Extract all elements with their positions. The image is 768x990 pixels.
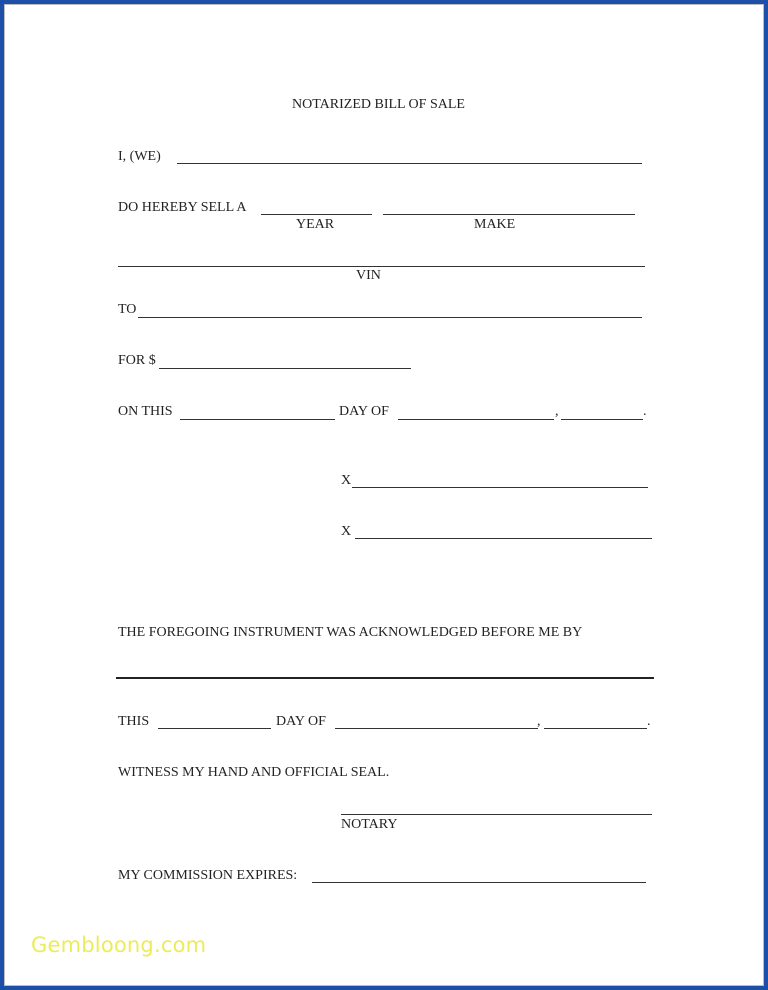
- acknowledgment-text: THE FOREGOING INSTRUMENT WAS ACKNOWLEDGED BEFORE ME BY: [118, 625, 583, 640]
- sale-month-field[interactable]: [398, 419, 554, 420]
- notary-label: NOTARY: [341, 817, 398, 832]
- notary-year-field[interactable]: [544, 728, 647, 729]
- this-label: THIS: [118, 714, 150, 729]
- sale-day-field[interactable]: [180, 419, 335, 420]
- signature-mark-2: X: [341, 524, 352, 539]
- signature-mark-1: X: [341, 473, 352, 488]
- day-of-label: DAY OF: [339, 404, 389, 419]
- comma-2: ,: [537, 714, 541, 729]
- seller-name-field[interactable]: [177, 163, 642, 164]
- to-label: TO: [118, 302, 137, 317]
- for-label: FOR $: [118, 353, 156, 368]
- commission-label: MY COMMISSION EXPIRES:: [118, 868, 298, 883]
- make-label: MAKE: [474, 217, 516, 232]
- vin-field[interactable]: [118, 266, 645, 267]
- document-title: NOTARIZED BILL OF SALE: [292, 97, 465, 112]
- watermark-text: Gembloong.com: [31, 933, 207, 957]
- seller-signature-line-1[interactable]: [352, 487, 648, 488]
- period-2: .: [647, 714, 651, 729]
- notary-month-field[interactable]: [335, 728, 538, 729]
- sell-label: DO HEREBY SELL A: [118, 200, 247, 215]
- year-field[interactable]: [261, 214, 372, 215]
- seller-signature-line-2[interactable]: [355, 538, 652, 539]
- document-page: [4, 4, 764, 986]
- price-field[interactable]: [159, 368, 411, 369]
- acknowledged-by-field[interactable]: [116, 677, 654, 679]
- period: .: [643, 404, 647, 419]
- day-of-label-2: DAY OF: [276, 714, 326, 729]
- notary-signature-line[interactable]: [341, 814, 652, 815]
- on-this-label: ON THIS: [118, 404, 173, 419]
- comma: ,: [555, 404, 559, 419]
- vin-label: VIN: [356, 268, 381, 283]
- make-field[interactable]: [383, 214, 635, 215]
- commission-expiry-field[interactable]: [312, 882, 646, 883]
- notary-day-field[interactable]: [158, 728, 271, 729]
- witness-text: WITNESS MY HAND AND OFFICIAL SEAL.: [118, 765, 390, 780]
- buyer-name-field[interactable]: [138, 317, 642, 318]
- year-label: YEAR: [296, 217, 335, 232]
- sale-year-field[interactable]: [561, 419, 643, 420]
- seller-label: I, (WE): [118, 149, 161, 164]
